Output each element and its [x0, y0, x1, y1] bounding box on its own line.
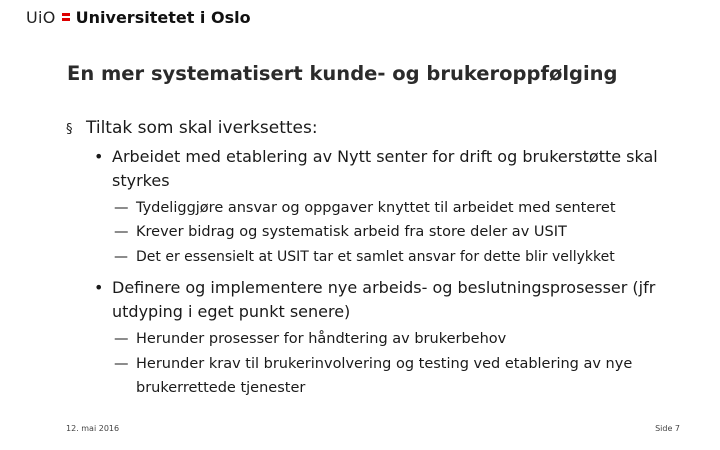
bullet-level1-text: Tiltak som skal iverksettes:: [86, 118, 318, 138]
bullet-point-1: [94, 145, 692, 193]
slide-title: En mer systematisert kunde- og brukeroppfølging: [67, 62, 618, 85]
bullet-level1: [66, 118, 318, 138]
sub-bullet-text: Herunder prosesser for håndtering av brukerbehov: [136, 331, 507, 347]
footer-date: 12. mai 2016: [66, 424, 120, 433]
bullet-point-2: [94, 276, 692, 324]
sub-bullet: [114, 196, 696, 220]
logo-name: Universitetet i Oslo: [75, 7, 251, 27]
sub-bullet: [114, 327, 696, 351]
dash-icon: —: [114, 200, 129, 216]
university-logo: [26, 6, 251, 28]
dash-icon: —: [114, 356, 129, 372]
dash-icon: —: [114, 331, 129, 347]
sub-bullet-text: Tydeliggjøre ansvar og oppgaver knyttet til arbeidet med senteret: [136, 200, 616, 216]
sub-bullet: [114, 220, 696, 244]
logo-mark: UiO: [26, 7, 56, 27]
bullet-icon: •: [94, 278, 104, 297]
bullet-point-text: Arbeidet med etablering av Nytt senter for drift og brukerstøtte skal styrkes: [112, 147, 658, 190]
bullet-point-text: Definere og implementere nye arbeids- og beslutningsprosesser (jfr utdyping i eget punkt senere): [112, 278, 656, 321]
sub-bullet: [114, 245, 696, 269]
dash-icon: —: [114, 224, 129, 240]
logo-separator-icon: [62, 13, 70, 21]
sub-bullet: [114, 352, 681, 400]
dash-icon: —: [114, 249, 128, 265]
sub-bullet-text: Det er essensielt at USIT tar et samlet ansvar for dette blir vellykket: [136, 249, 615, 265]
sub-bullet-text: Krever bidrag og systematisk arbeid fra store deler av USIT: [136, 224, 567, 240]
bullet-icon: •: [94, 147, 104, 166]
section-bullet-icon: §: [66, 122, 73, 137]
footer-page-number: Side 7: [655, 424, 680, 433]
sub-bullet-text: Herunder krav til brukerinvolvering og testing ved etablering av nye brukerrettede tjenester: [136, 356, 633, 396]
